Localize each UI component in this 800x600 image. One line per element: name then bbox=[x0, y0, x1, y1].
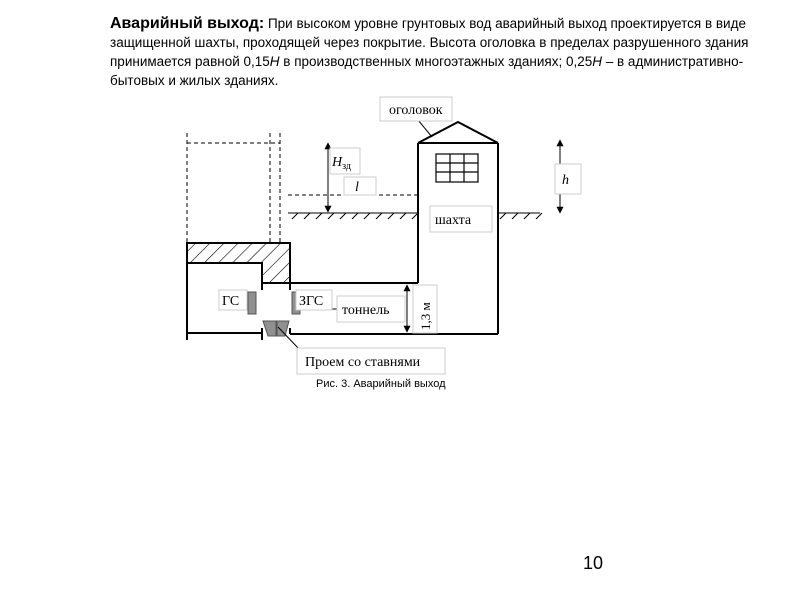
hatched-wall bbox=[187, 243, 290, 283]
label-hzd-main: H bbox=[332, 155, 343, 170]
l-label-box bbox=[344, 177, 376, 195]
label-head: оголовок bbox=[389, 103, 443, 118]
body-text-3: – в административно-бытовых и жилых зданиях. bbox=[110, 54, 744, 88]
leader-head bbox=[418, 120, 432, 137]
door-gs bbox=[248, 292, 256, 314]
body-text-2: в производственных многоэтажных зданиях; 0,25 bbox=[279, 54, 593, 69]
label-opening: Проем со ставнями bbox=[305, 355, 421, 370]
page-number: 10 bbox=[583, 553, 604, 573]
figure-caption: Рис. 3. Аварийный выход bbox=[316, 378, 446, 390]
label-zgs: ЗГС bbox=[299, 294, 324, 309]
slide-title: Аварийный выход: bbox=[110, 15, 265, 32]
destroyed-building-outline bbox=[187, 133, 280, 245]
label-h: h bbox=[562, 173, 569, 188]
body-text-1: При высоком уровне грунтовых вод аварийный выход проектируется в виде защищенной шахты, проходящей через покрытие. Высота оголовка в пределах разрушенного здания принимается равной 0,15 bbox=[110, 16, 749, 69]
body-h-2: H bbox=[592, 54, 602, 69]
label-tunnel-height: 1,3 м bbox=[418, 302, 433, 330]
label-gs: ГС bbox=[222, 294, 240, 309]
head-window bbox=[436, 154, 478, 182]
label-shaft: шахта bbox=[435, 213, 472, 228]
label-l: l bbox=[355, 180, 359, 195]
body-h-1: H bbox=[269, 54, 280, 69]
label-hzd-sub: зд bbox=[342, 161, 351, 172]
ground-level bbox=[288, 213, 542, 219]
label-tunnel: тоннель bbox=[342, 303, 390, 318]
opening-shutter-left bbox=[263, 321, 276, 336]
